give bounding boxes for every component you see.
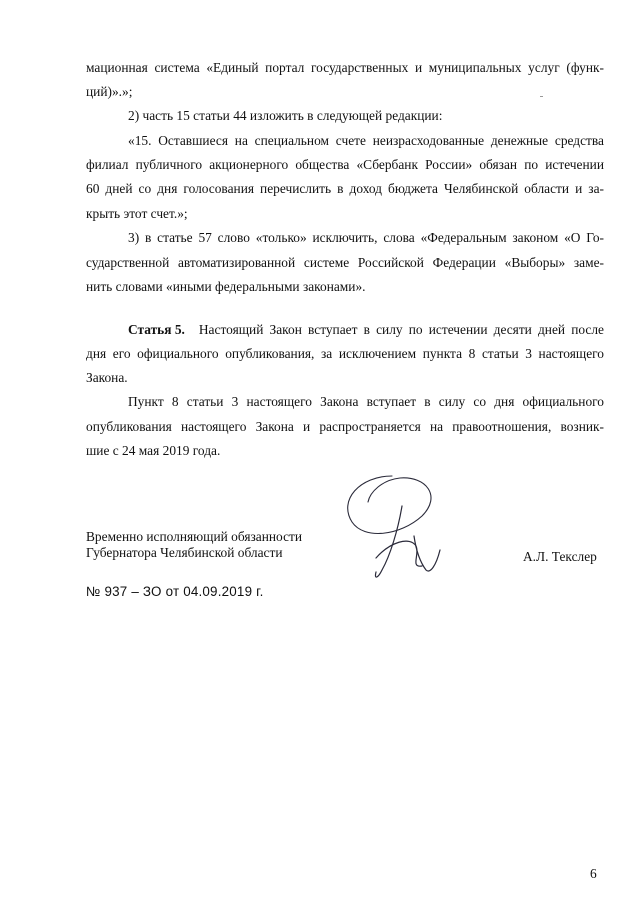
signatory-name: А.Л. Текслер [523, 549, 597, 564]
paragraph-line: крыть этот счет.»; [86, 206, 188, 221]
page-number: 6 [590, 866, 597, 881]
handwritten-signature [330, 470, 460, 590]
article-5-heading-line [128, 322, 604, 338]
paragraph-line: 60 дней со дня голосования перечислить в доход бюджета Челябинской области и за- [86, 181, 604, 196]
paragraph-line: 2) часть 15 статьи 44 изложить в следующей редакции: [128, 108, 443, 123]
paragraph-line: филиал публичного акционерного общества «Сбербанк России» обязан по истечении [86, 157, 604, 172]
paragraph-line: Закона. [86, 370, 128, 385]
paragraph-line: мационная система «Единый портал государственных и муниципальных услуг (функ- [86, 60, 604, 75]
paragraph-line: Пункт 8 статьи 3 настоящего Закона вступает в силу со дня официального [128, 394, 604, 409]
signatory-title: Губернатора Челябинской области [86, 545, 283, 560]
paragraph-line: сударственной автоматизированной системе Российской Федерации «Выборы» заме- [86, 255, 604, 270]
paragraph-line: «15. Оставшиеся на специальном счете неизрасходованные денежные средства [128, 133, 604, 148]
paragraph-line: нить словами «иными федеральными законами». [86, 279, 366, 294]
paragraph-line: ций)».»; [86, 84, 133, 99]
article-5-label: Статья 5. [128, 322, 185, 337]
paragraph-line: опубликования настоящего Закона и распространяется на правоотношения, возник- [86, 419, 604, 434]
paragraph-line: шие с 24 мая 2019 года. [86, 443, 221, 458]
paragraph-line: Настоящий Закон вступает в силу по истечении десяти дней после [198, 322, 604, 337]
paragraph-line: дня его официального опубликования, за исключением пункта 8 статьи 3 настоящего [86, 346, 604, 361]
law-number-date: № 937 – ЗО от 04.09.2019 г. [86, 584, 264, 599]
paragraph-line: 3) в статье 57 слово «только» исключить, слова «Федеральным законом «О Го- [128, 230, 604, 245]
scan-speck [540, 96, 550, 98]
signatory-title: Временно исполняющий обязанности [86, 529, 303, 544]
